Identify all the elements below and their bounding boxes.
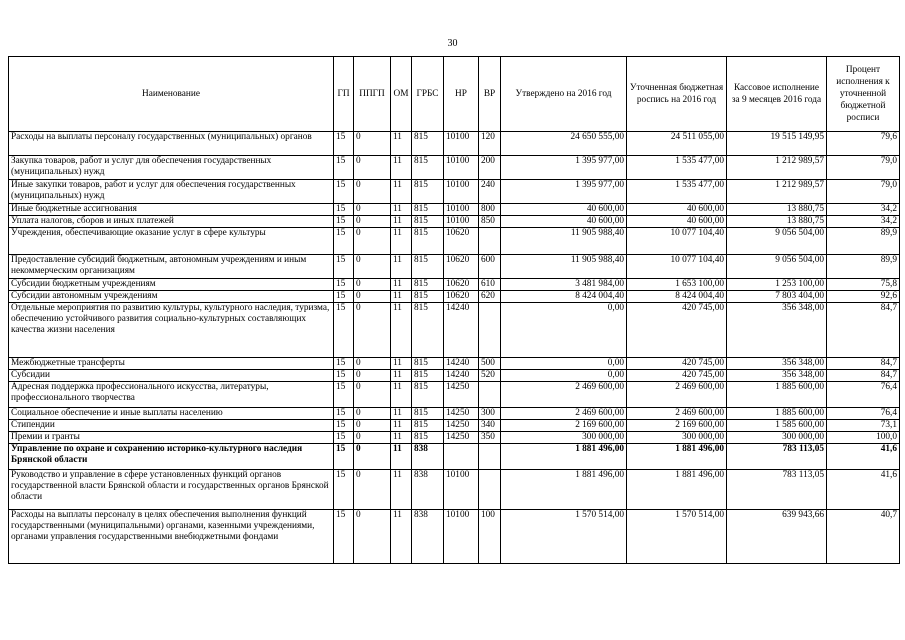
cell-gp: 15 <box>334 180 354 204</box>
cell-name: Управление по охране и сохранению историко-культурного наследия Брянской области <box>9 444 334 470</box>
cell-om: 11 <box>391 382 412 408</box>
cell-ppgp: 0 <box>354 204 391 216</box>
cell-om: 11 <box>391 291 412 303</box>
cell-executed: 1 253 100,00 <box>727 279 827 291</box>
cell-grbs: 815 <box>412 370 444 382</box>
cell-gp: 15 <box>334 279 354 291</box>
cell-ppgp: 0 <box>354 382 391 408</box>
cell-np: 14250 <box>444 408 479 420</box>
table-row <box>9 382 900 408</box>
cell-np: 10620 <box>444 255 479 279</box>
cell-ppgp: 0 <box>354 470 391 510</box>
cell-percent: 79,0 <box>827 156 900 180</box>
cell-executed: 13 880,75 <box>727 216 827 228</box>
cell-vr: 120 <box>479 132 501 156</box>
cell-om: 11 <box>391 204 412 216</box>
cell-gp: 15 <box>334 432 354 444</box>
cell-om: 11 <box>391 470 412 510</box>
cell-np <box>444 444 479 470</box>
cell-vr: 520 <box>479 370 501 382</box>
cell-np: 14240 <box>444 370 479 382</box>
cell-np: 10100 <box>444 204 479 216</box>
cell-approved: 1 881 496,00 <box>501 444 627 470</box>
cell-percent: 89,9 <box>827 255 900 279</box>
cell-name: Адресная поддержка профессионального искусства, литературы, профессионального творчества <box>9 382 334 408</box>
cell-name: Социальное обеспечение и иные выплаты населению <box>9 408 334 420</box>
cell-grbs: 815 <box>412 156 444 180</box>
header-gp: ГП <box>334 57 354 132</box>
cell-ppgp: 0 <box>354 156 391 180</box>
cell-refined: 1 535 477,00 <box>627 156 727 180</box>
cell-refined: 420 745,00 <box>627 358 727 370</box>
header-ppgp: ППГП <box>354 57 391 132</box>
cell-refined: 1 570 514,00 <box>627 510 727 564</box>
cell-vr: 600 <box>479 255 501 279</box>
table-row <box>9 420 900 432</box>
cell-percent: 79,0 <box>827 180 900 204</box>
cell-gp: 15 <box>334 156 354 180</box>
cell-gp: 15 <box>334 470 354 510</box>
cell-gp: 15 <box>334 370 354 382</box>
header-om: ОМ <box>391 57 412 132</box>
cell-executed: 356 348,00 <box>727 370 827 382</box>
cell-vr <box>479 228 501 255</box>
cell-vr: 350 <box>479 432 501 444</box>
cell-grbs: 815 <box>412 180 444 204</box>
cell-grbs: 815 <box>412 228 444 255</box>
cell-approved: 8 424 004,40 <box>501 291 627 303</box>
cell-refined: 1 881 496,00 <box>627 444 727 470</box>
table-row <box>9 291 900 303</box>
cell-ppgp: 0 <box>354 444 391 470</box>
cell-grbs: 815 <box>412 358 444 370</box>
cell-executed: 7 803 404,00 <box>727 291 827 303</box>
table-row <box>9 444 900 470</box>
cell-om: 11 <box>391 228 412 255</box>
header-percent: Процент исполнения к уточненной бюджетной росписи <box>827 57 900 132</box>
table-row <box>9 303 900 358</box>
cell-om: 11 <box>391 444 412 470</box>
header-refined: Уточненная бюджетная роспись на 2016 год <box>627 57 727 132</box>
cell-gp: 15 <box>334 303 354 358</box>
cell-percent: 76,4 <box>827 382 900 408</box>
cell-np: 14240 <box>444 303 479 358</box>
cell-name: Субсидии бюджетным учреждениям <box>9 279 334 291</box>
cell-grbs: 815 <box>412 382 444 408</box>
cell-ppgp: 0 <box>354 180 391 204</box>
cell-grbs: 815 <box>412 291 444 303</box>
cell-executed: 1 212 989,57 <box>727 156 827 180</box>
cell-ppgp: 0 <box>354 228 391 255</box>
cell-percent: 84,7 <box>827 303 900 358</box>
cell-executed: 356 348,00 <box>727 358 827 370</box>
budget-execution-table <box>8 56 900 564</box>
cell-name: Руководство и управление в сфере установленных функций органов государственной власти Брянской области и государственных органов Брянской области <box>9 470 334 510</box>
cell-grbs: 815 <box>412 255 444 279</box>
cell-refined: 1 653 100,00 <box>627 279 727 291</box>
cell-executed: 13 880,75 <box>727 204 827 216</box>
cell-refined: 40 600,00 <box>627 204 727 216</box>
cell-gp: 15 <box>334 132 354 156</box>
cell-ppgp: 0 <box>354 279 391 291</box>
cell-om: 11 <box>391 358 412 370</box>
cell-approved: 11 905 988,40 <box>501 228 627 255</box>
table-row <box>9 255 900 279</box>
cell-percent: 34,2 <box>827 216 900 228</box>
cell-percent: 76,4 <box>827 408 900 420</box>
cell-refined: 1 881 496,00 <box>627 470 727 510</box>
cell-executed: 1 585 600,00 <box>727 420 827 432</box>
table-row <box>9 432 900 444</box>
cell-percent: 75,8 <box>827 279 900 291</box>
cell-executed: 783 113,05 <box>727 470 827 510</box>
cell-vr: 500 <box>479 358 501 370</box>
cell-gp: 15 <box>334 291 354 303</box>
cell-refined: 10 077 104,40 <box>627 255 727 279</box>
cell-om: 11 <box>391 420 412 432</box>
cell-vr: 800 <box>479 204 501 216</box>
cell-om: 11 <box>391 370 412 382</box>
cell-grbs: 815 <box>412 408 444 420</box>
cell-approved: 2 469 600,00 <box>501 382 627 408</box>
table-row <box>9 358 900 370</box>
cell-percent: 100,0 <box>827 432 900 444</box>
cell-approved: 11 905 988,40 <box>501 255 627 279</box>
cell-percent: 41,6 <box>827 444 900 470</box>
header-grbs: ГРБС <box>412 57 444 132</box>
cell-name: Закупка товаров, работ и услуг для обеспечения государственных (муниципальных) нужд <box>9 156 334 180</box>
cell-name: Стипендии <box>9 420 334 432</box>
cell-np: 10620 <box>444 291 479 303</box>
table-row <box>9 228 900 255</box>
cell-refined: 24 511 055,00 <box>627 132 727 156</box>
cell-vr: 300 <box>479 408 501 420</box>
cell-approved: 1 570 514,00 <box>501 510 627 564</box>
cell-approved: 0,00 <box>501 358 627 370</box>
cell-executed: 1 885 600,00 <box>727 382 827 408</box>
cell-refined: 420 745,00 <box>627 303 727 358</box>
cell-percent: 89,9 <box>827 228 900 255</box>
cell-gp: 15 <box>334 382 354 408</box>
cell-approved: 40 600,00 <box>501 204 627 216</box>
table-row <box>9 132 900 156</box>
cell-grbs: 838 <box>412 444 444 470</box>
cell-vr: 240 <box>479 180 501 204</box>
cell-percent: 41,6 <box>827 470 900 510</box>
cell-refined: 40 600,00 <box>627 216 727 228</box>
cell-name: Иные бюджетные ассигнования <box>9 204 334 216</box>
cell-gp: 15 <box>334 408 354 420</box>
cell-ppgp: 0 <box>354 358 391 370</box>
cell-np: 14250 <box>444 382 479 408</box>
cell-om: 11 <box>391 279 412 291</box>
cell-refined: 420 745,00 <box>627 370 727 382</box>
header-row <box>9 57 900 132</box>
cell-executed: 1 212 989,57 <box>727 180 827 204</box>
cell-vr: 100 <box>479 510 501 564</box>
header-vr: ВР <box>479 57 501 132</box>
cell-grbs: 815 <box>412 132 444 156</box>
table-row <box>9 370 900 382</box>
cell-vr <box>479 444 501 470</box>
cell-refined: 10 077 104,40 <box>627 228 727 255</box>
cell-om: 11 <box>391 216 412 228</box>
cell-ppgp: 0 <box>354 370 391 382</box>
cell-percent: 84,7 <box>827 370 900 382</box>
cell-ppgp: 0 <box>354 303 391 358</box>
cell-ppgp: 0 <box>354 216 391 228</box>
table-row <box>9 470 900 510</box>
cell-grbs: 815 <box>412 303 444 358</box>
cell-approved: 24 650 555,00 <box>501 132 627 156</box>
cell-vr: 610 <box>479 279 501 291</box>
cell-gp: 15 <box>334 444 354 470</box>
cell-om: 11 <box>391 303 412 358</box>
cell-approved: 1 881 496,00 <box>501 470 627 510</box>
cell-gp: 15 <box>334 420 354 432</box>
page-number: 30 <box>447 38 458 49</box>
cell-grbs: 815 <box>412 204 444 216</box>
cell-om: 11 <box>391 510 412 564</box>
cell-vr: 200 <box>479 156 501 180</box>
cell-executed: 300 000,00 <box>727 432 827 444</box>
cell-np: 10100 <box>444 216 479 228</box>
table-row <box>9 180 900 204</box>
cell-approved: 300 000,00 <box>501 432 627 444</box>
cell-approved: 2 169 600,00 <box>501 420 627 432</box>
cell-gp: 15 <box>334 228 354 255</box>
cell-name: Расходы на выплаты персоналу в целях обеспечения выполнения функций государственными (муниципальными) органами, казенными учреждениями, органами управления государственными внебюджетными фондами <box>9 510 334 564</box>
cell-vr <box>479 470 501 510</box>
cell-approved: 3 481 984,00 <box>501 279 627 291</box>
cell-vr: 850 <box>479 216 501 228</box>
cell-percent: 84,7 <box>827 358 900 370</box>
cell-executed: 783 113,05 <box>727 444 827 470</box>
cell-name: Уплата налогов, сборов и иных платежей <box>9 216 334 228</box>
cell-name: Отдельные мероприятия по развитию культуры, культурного наследия, туризма, обеспечению устойчивого развития социально-культурных составляющих качества жизни населения <box>9 303 334 358</box>
cell-executed: 9 056 504,00 <box>727 255 827 279</box>
cell-ppgp: 0 <box>354 408 391 420</box>
cell-approved: 1 395 977,00 <box>501 180 627 204</box>
cell-om: 11 <box>391 255 412 279</box>
cell-grbs: 815 <box>412 420 444 432</box>
cell-refined: 2 469 600,00 <box>627 408 727 420</box>
cell-refined: 300 000,00 <box>627 432 727 444</box>
cell-np: 10620 <box>444 228 479 255</box>
cell-executed: 356 348,00 <box>727 303 827 358</box>
cell-om: 11 <box>391 432 412 444</box>
cell-name: Субсидии <box>9 370 334 382</box>
cell-name: Иные закупки товаров, работ и услуг для обеспечения государственных (муниципальных) нужд <box>9 180 334 204</box>
cell-approved: 40 600,00 <box>501 216 627 228</box>
cell-gp: 15 <box>334 255 354 279</box>
cell-vr: 340 <box>479 420 501 432</box>
cell-ppgp: 0 <box>354 432 391 444</box>
cell-vr: 620 <box>479 291 501 303</box>
header-executed: Кассовое исполнение за 9 месяцев 2016 года <box>727 57 827 132</box>
table-row <box>9 216 900 228</box>
header-np: НР <box>444 57 479 132</box>
header-approved: Утверждено на 2016 год <box>501 57 627 132</box>
cell-refined: 2 169 600,00 <box>627 420 727 432</box>
cell-np: 10100 <box>444 156 479 180</box>
cell-refined: 2 469 600,00 <box>627 382 727 408</box>
cell-name: Межбюджетные трансферты <box>9 358 334 370</box>
cell-name: Учреждения, обеспечивающие оказание услуг в сфере культуры <box>9 228 334 255</box>
cell-name: Премии и гранты <box>9 432 334 444</box>
cell-np: 10100 <box>444 470 479 510</box>
cell-executed: 639 943,66 <box>727 510 827 564</box>
cell-np: 14250 <box>444 432 479 444</box>
cell-np: 14250 <box>444 420 479 432</box>
table-row <box>9 510 900 564</box>
table-row <box>9 279 900 291</box>
cell-percent: 34,2 <box>827 204 900 216</box>
cell-name: Субсидии автономным учреждениям <box>9 291 334 303</box>
cell-executed: 19 515 149,95 <box>727 132 827 156</box>
cell-grbs: 815 <box>412 432 444 444</box>
cell-om: 11 <box>391 156 412 180</box>
cell-vr <box>479 382 501 408</box>
cell-ppgp: 0 <box>354 291 391 303</box>
cell-vr <box>479 303 501 358</box>
cell-approved: 0,00 <box>501 370 627 382</box>
cell-np: 10620 <box>444 279 479 291</box>
cell-percent: 92,6 <box>827 291 900 303</box>
table-row <box>9 408 900 420</box>
cell-np: 14240 <box>444 358 479 370</box>
cell-approved: 0,00 <box>501 303 627 358</box>
cell-refined: 1 535 477,00 <box>627 180 727 204</box>
cell-ppgp: 0 <box>354 255 391 279</box>
cell-ppgp: 0 <box>354 510 391 564</box>
cell-gp: 15 <box>334 204 354 216</box>
header-name: Наименование <box>9 57 334 132</box>
cell-refined: 8 424 004,40 <box>627 291 727 303</box>
cell-approved: 2 469 600,00 <box>501 408 627 420</box>
cell-name: Расходы на выплаты персоналу государственных (муниципальных) органов <box>9 132 334 156</box>
cell-om: 11 <box>391 408 412 420</box>
table-row <box>9 156 900 180</box>
cell-percent: 79,6 <box>827 132 900 156</box>
cell-grbs: 838 <box>412 510 444 564</box>
cell-np: 10100 <box>444 510 479 564</box>
cell-approved: 1 395 977,00 <box>501 156 627 180</box>
cell-gp: 15 <box>334 216 354 228</box>
cell-executed: 1 885 600,00 <box>727 408 827 420</box>
cell-executed: 9 056 504,00 <box>727 228 827 255</box>
cell-ppgp: 0 <box>354 132 391 156</box>
cell-gp: 15 <box>334 510 354 564</box>
cell-om: 11 <box>391 180 412 204</box>
cell-np: 10100 <box>444 180 479 204</box>
cell-grbs: 838 <box>412 470 444 510</box>
cell-ppgp: 0 <box>354 420 391 432</box>
cell-gp: 15 <box>334 358 354 370</box>
cell-percent: 40,7 <box>827 510 900 564</box>
cell-om: 11 <box>391 132 412 156</box>
cell-np: 10100 <box>444 132 479 156</box>
cell-percent: 73,1 <box>827 420 900 432</box>
table-row <box>9 204 900 216</box>
cell-name: Предоставление субсидий бюджетным, автономным учреждениям и иным некоммерческим организациям <box>9 255 334 279</box>
cell-grbs: 815 <box>412 279 444 291</box>
cell-grbs: 815 <box>412 216 444 228</box>
